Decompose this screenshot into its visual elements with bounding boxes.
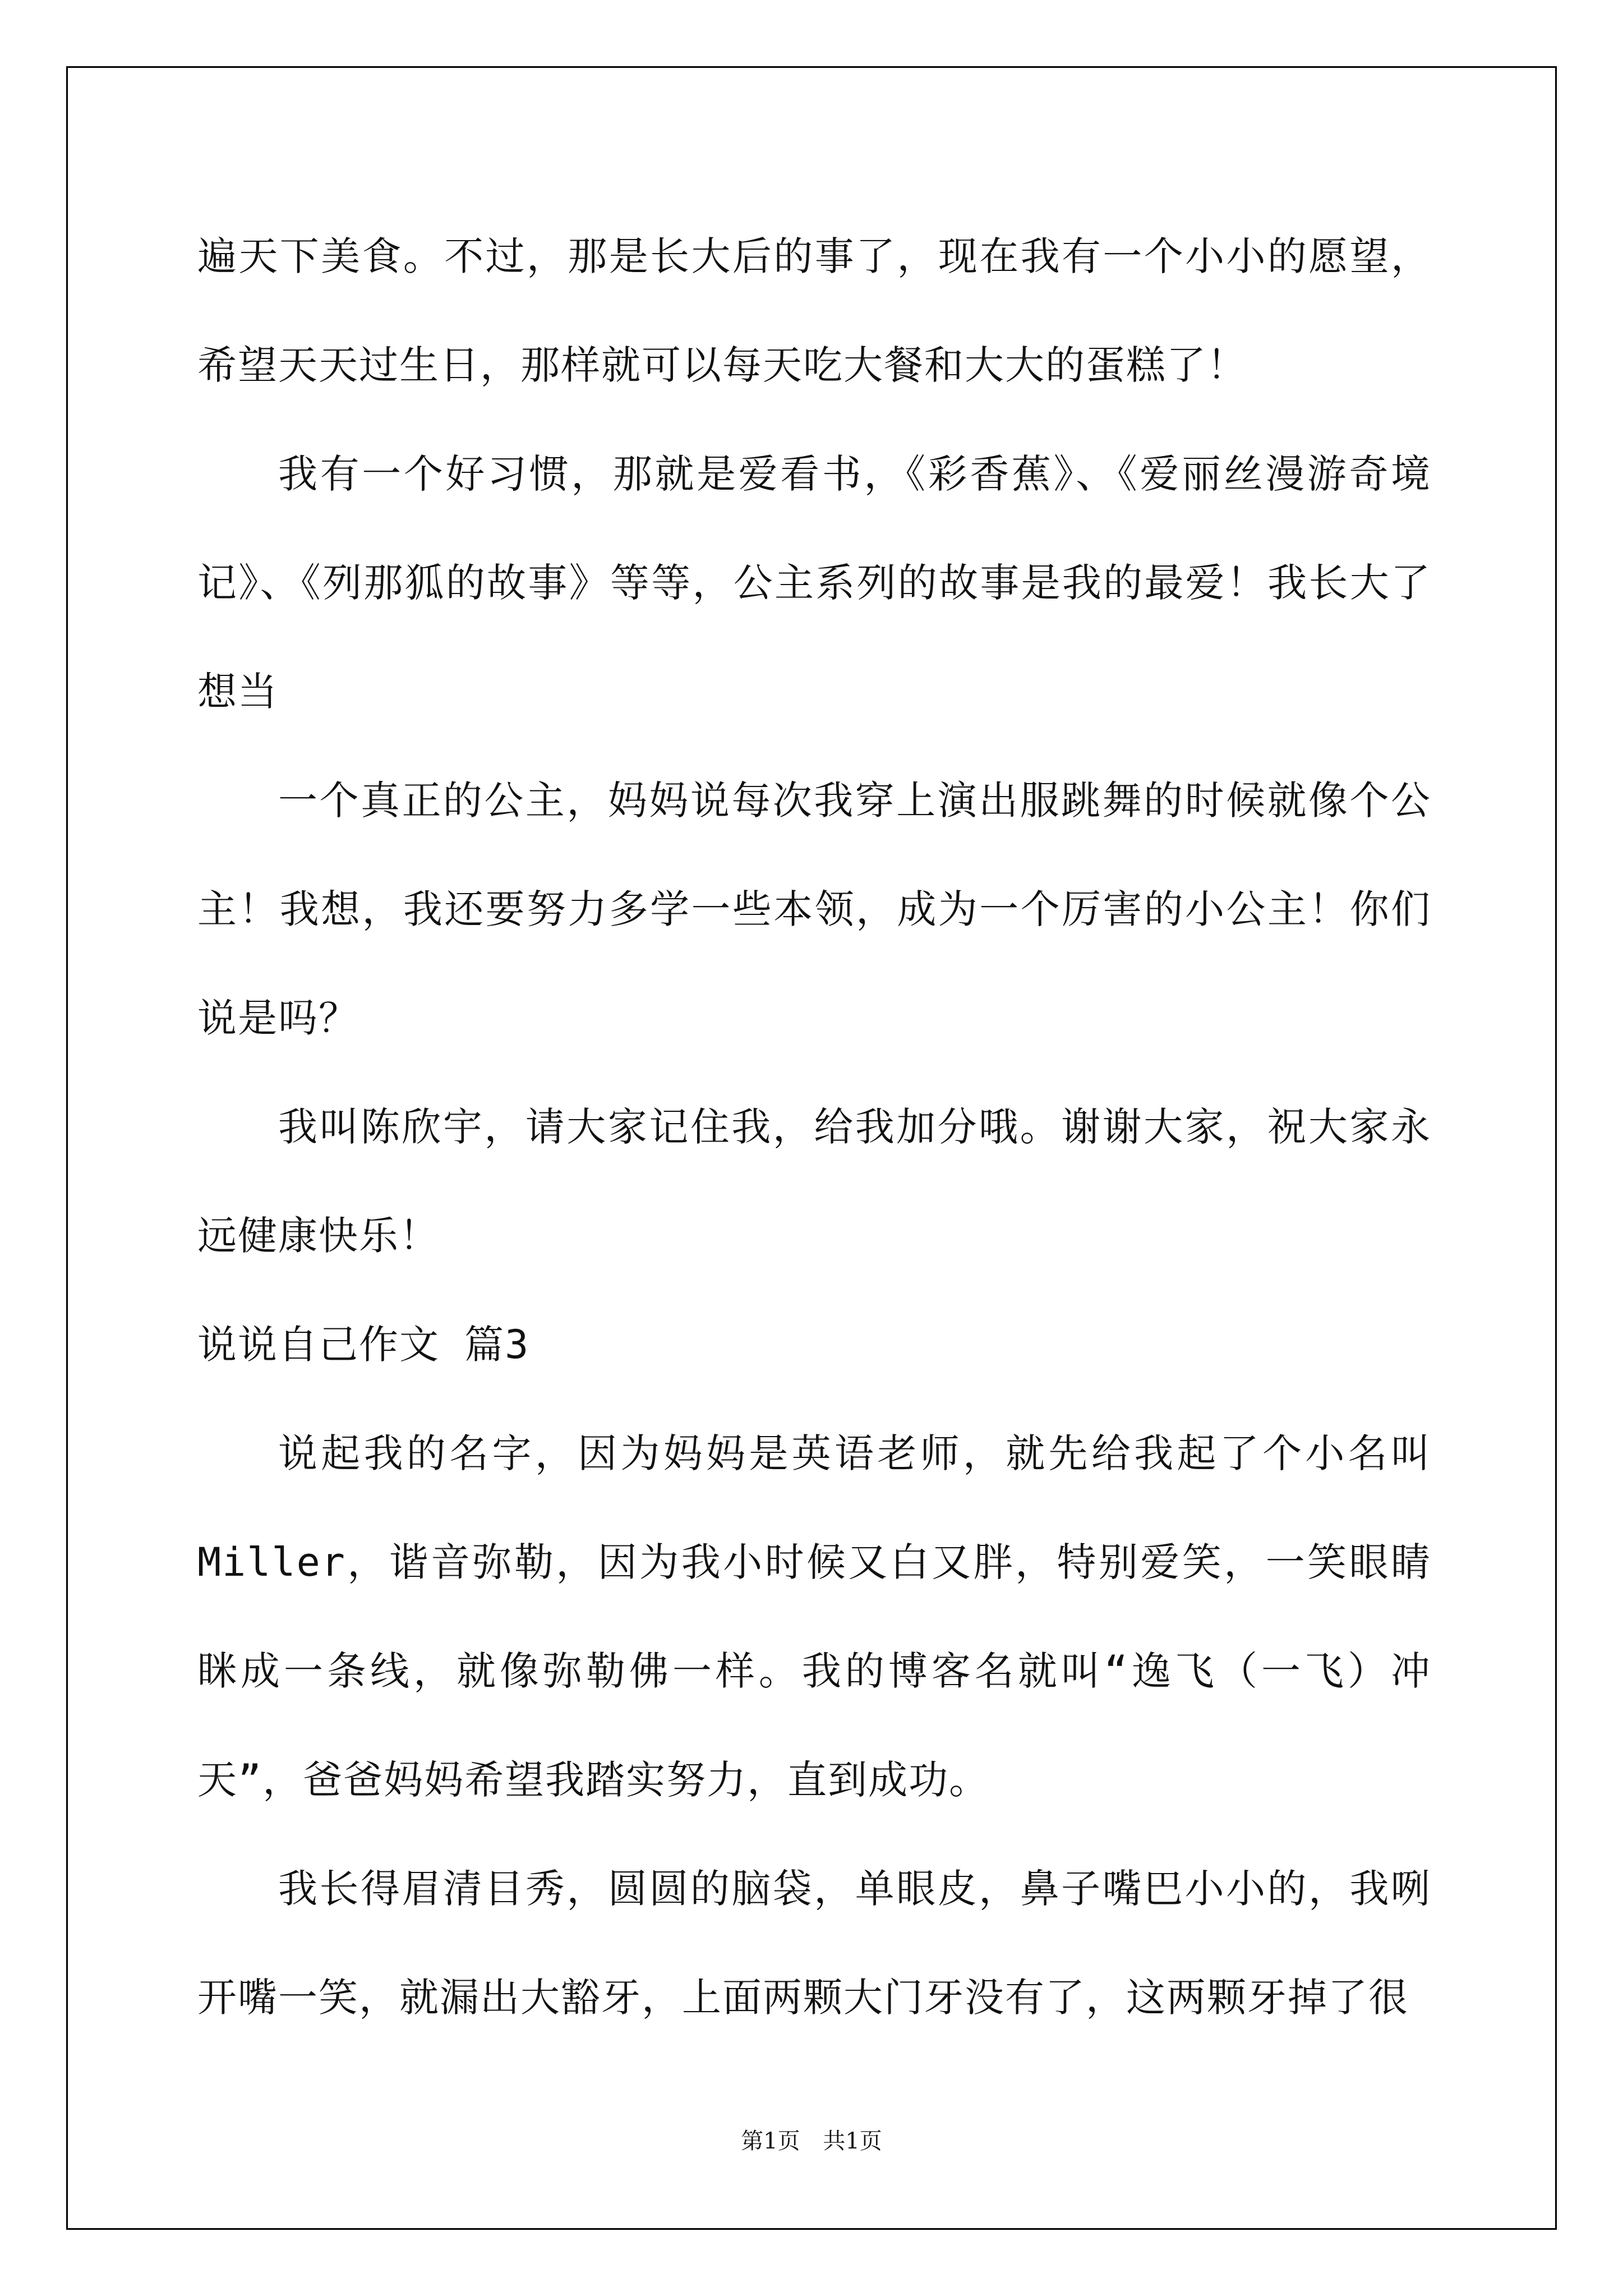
paragraph-1: 遍天下美食。不过，那是长大后的事了，现在我有一个小小的愿望，希望天天过生日，那样就可以每天吃大餐和大大的蛋糕了！ [197, 233, 1431, 388]
paragraph-4: 我叫陈欣宇，请大家记住我，给我加分哦。谢谢大家，祝大家永远健康快乐！ [197, 1104, 1431, 1259]
document-body [197, 202, 1431, 2052]
page-total: 共1页 [823, 2128, 882, 2154]
page-number: 第1页 [741, 2128, 800, 2154]
paragraph-6: 我长得眉清目秀，圆圆的脑袋，单眼皮，鼻子嘴巴小小的，我咧开嘴一笑，就漏出大豁牙，上面两颗大门牙没有了，这两颗牙掉了很 [197, 1866, 1431, 2021]
section-heading: 说说自己作文 篇3 [197, 1322, 530, 1368]
page-footer [0, 2123, 1623, 2155]
paragraph-3: 一个真正的公主，妈妈说每次我穿上演出服跳舞的时候就像个公主！我想，我还要努力多学一些本领，成为一个厉害的小公主！你们说是吗？ [197, 777, 1431, 1041]
paragraph-2: 我有一个好习惯，那就是爱看书，《彩香蕉》、《爱丽丝漫游奇境记》、《列那狐的故事》等等，公主系列的故事是我的最爱！我长大了想当 [197, 451, 1431, 715]
paragraph-5: 说起我的名字，因为妈妈是英语老师，就先给我起了个小名叫Miller，谐音弥勒，因为我小时候又白又胖，特别爱笑，一笑眼睛眯成一条线，就像弥勒佛一样。我的博客名就叫“逸飞（一飞）冲天”，爸爸妈妈希望我踏实努力，直到成功。 [197, 1430, 1431, 1803]
